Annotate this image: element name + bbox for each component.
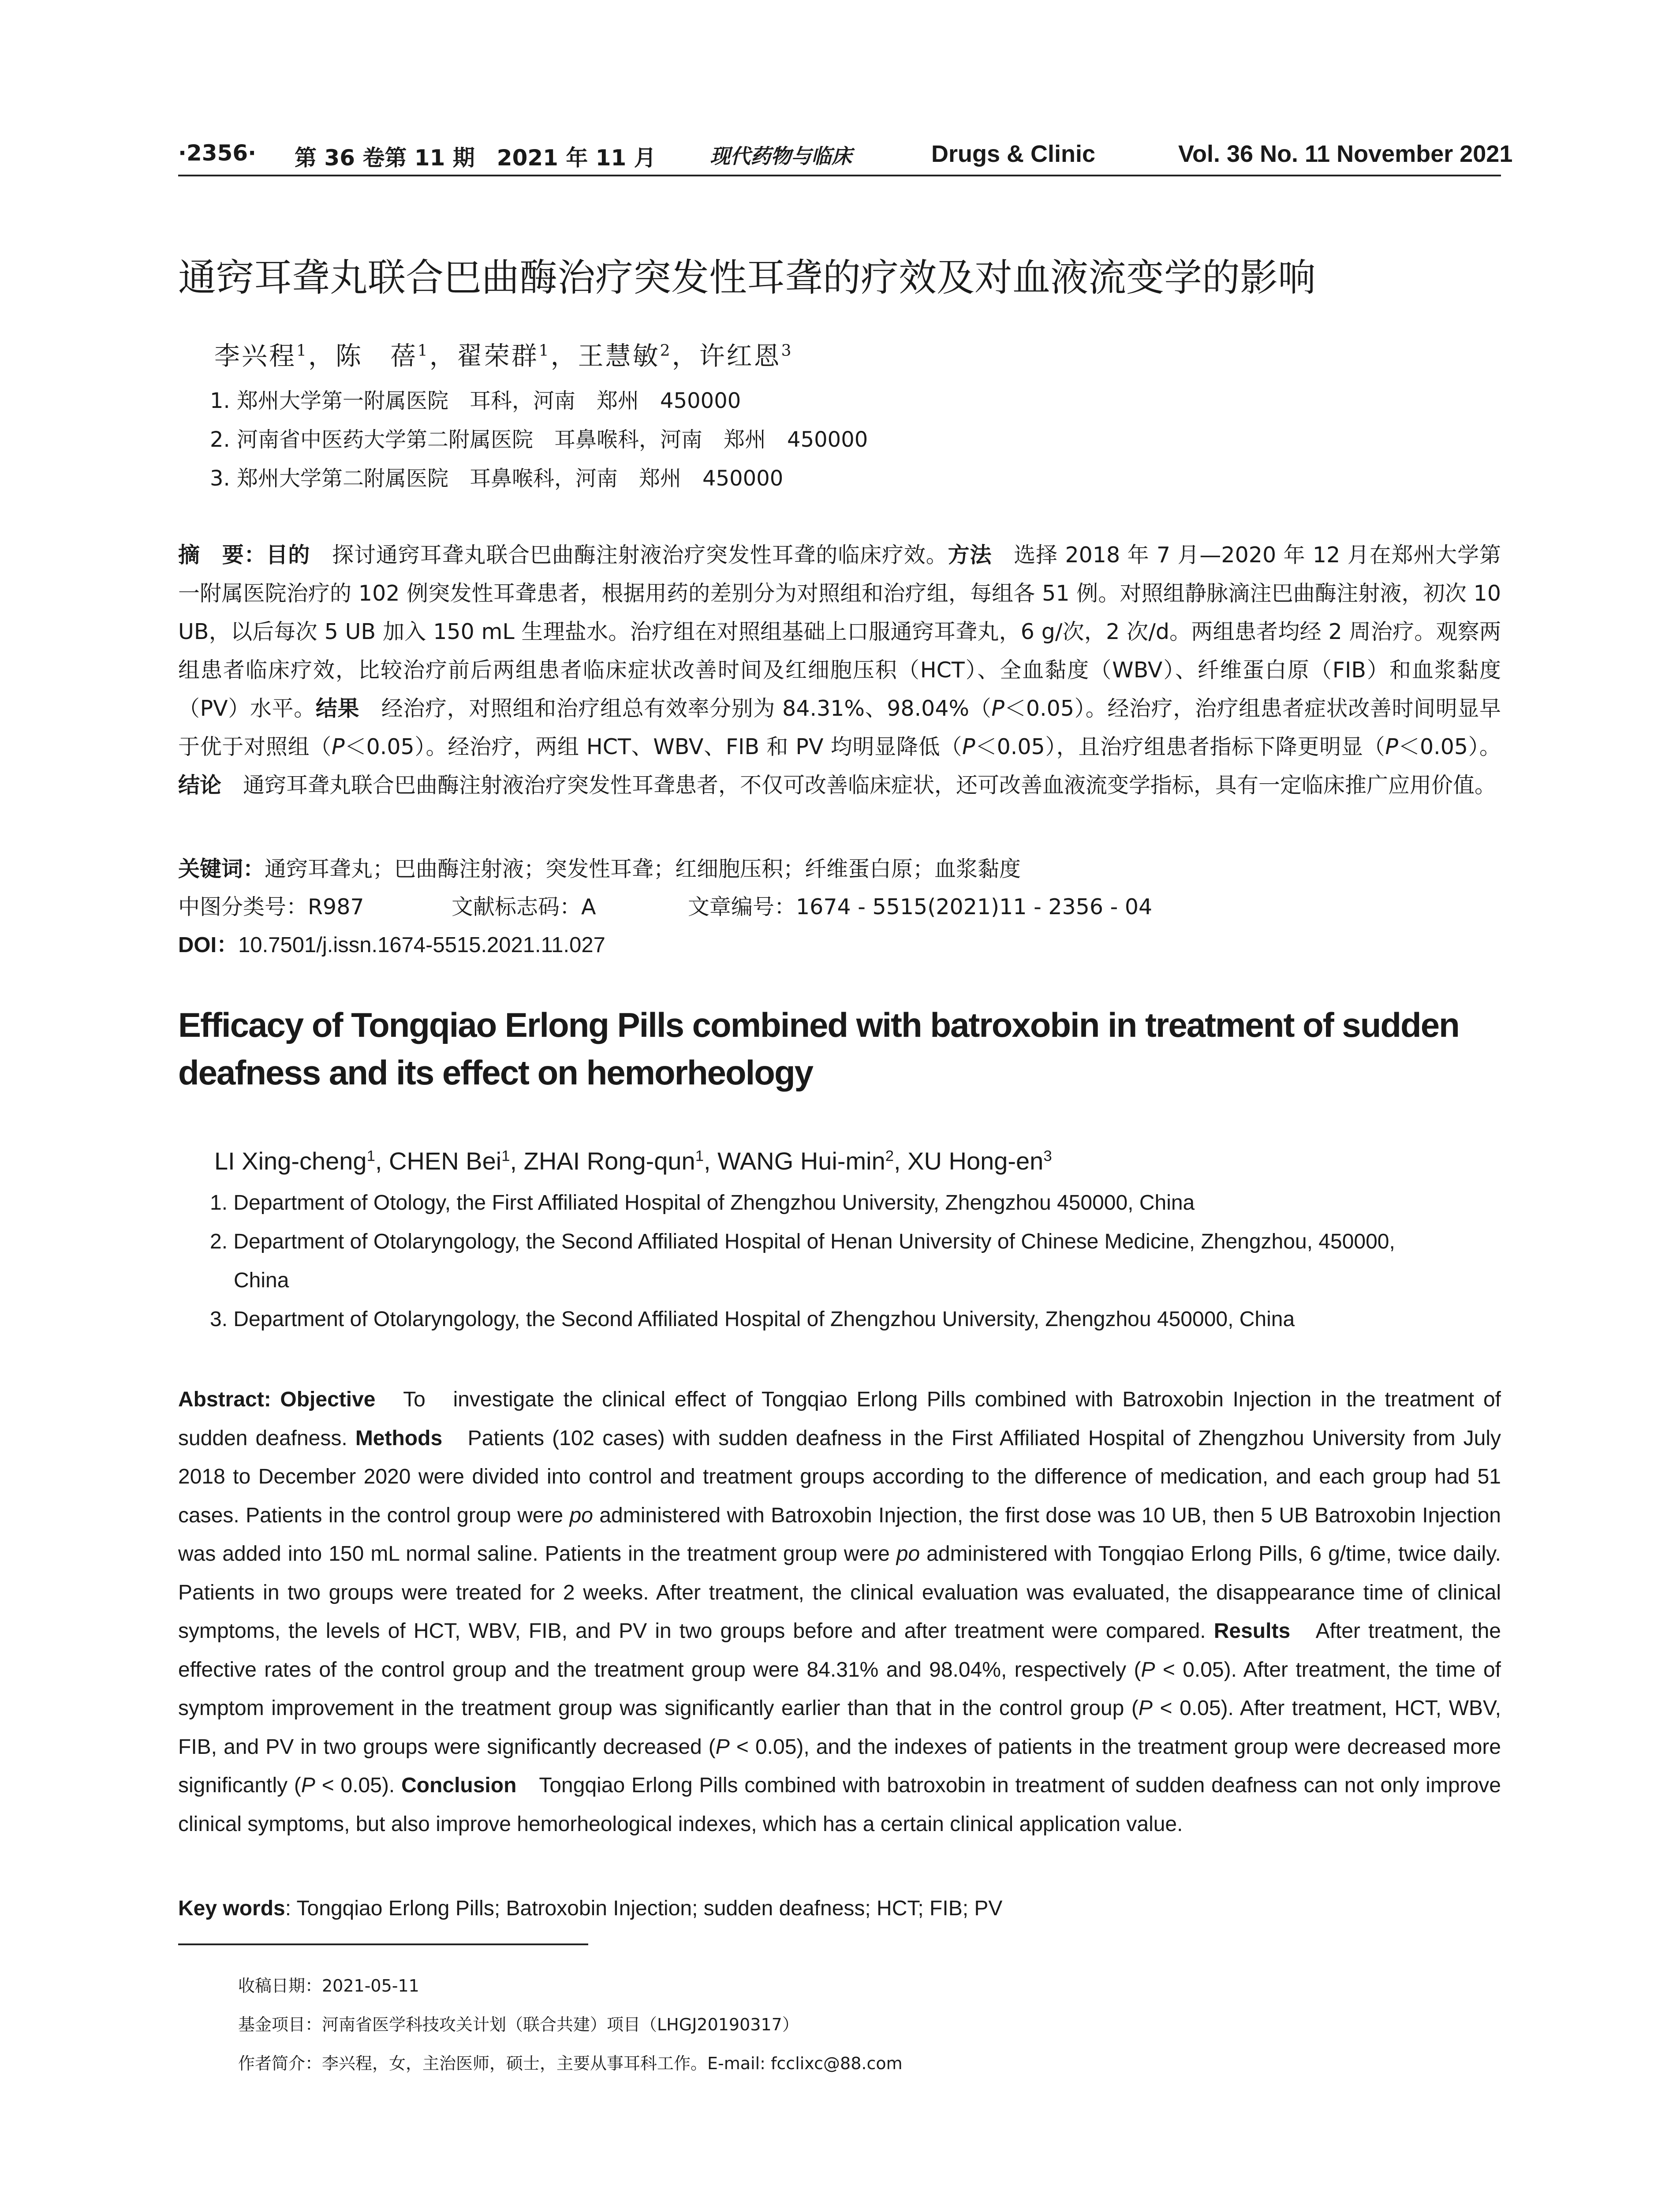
- abstract-label-cn: 摘 要：: [178, 542, 266, 568]
- p-symbol: P: [991, 696, 1004, 721]
- affiliation-cn: 3. 郑州大学第二附属医院 耳鼻喉科，河南 郑州 450000: [210, 466, 784, 491]
- footnote-funding: 基金项目：河南省医学科技攻关计划（联合共建）项目（LHGJ20190317）: [238, 2015, 799, 2034]
- affiliation-en: 1. Department of Otology, the First Affiliated Hospital of Zhengzhou University, Zhengzhou 450000, China: [210, 1191, 1195, 1215]
- results-text-en: < 0.05). After treatment, the time of symptom improvement in the treatment group was significantly earlier than that in the control group (: [178, 1658, 1501, 1720]
- p-symbol: P: [715, 1735, 730, 1759]
- p-symbol: P: [332, 734, 345, 759]
- results-text-en: < 0.05).: [315, 1774, 395, 1797]
- journal-name-cn: 现代药物与临床: [710, 144, 852, 168]
- methods-text-en: administered with Batroxobin Injection, the first dose was 10 UB, then 5 UB Batroxobin Injection was added into 150 mL normal saline. Patients in the treatment group were: [178, 1503, 1501, 1566]
- affiliation-en: China: [234, 1269, 289, 1292]
- author-name: , XU Hong-en: [894, 1147, 1044, 1175]
- objective-text-en: To investigate the clinical effect of Tongqiao Erlong Pills combined with Batroxobin Injection in the treatment of sudden deafness.: [178, 1388, 1501, 1450]
- keywords-en: [178, 1889, 1002, 1928]
- clc-number: 中图分类号：R987: [178, 894, 364, 919]
- footnote-author-bio: 作者简介：李兴程，女，主治医师，硕士，主要从事耳科工作。E-mail: fcclixc@88.com: [238, 2054, 903, 2073]
- footnote-received: 收稿日期：2021-05-11: [238, 1976, 419, 1996]
- po-abbrev: po: [569, 1503, 593, 1527]
- author-sup: 1: [538, 341, 551, 360]
- objective-label-en: Objective: [280, 1388, 376, 1411]
- p-symbol: P: [1385, 734, 1398, 759]
- p-symbol: P: [1138, 1697, 1153, 1720]
- conclusion-label-en: Conclusion: [401, 1774, 517, 1797]
- affiliation-cn: 1. 郑州大学第一附属医院 耳科，河南 郑州 450000: [210, 389, 741, 413]
- authors-en: [214, 1147, 1052, 1175]
- keywords-label-en: Key words: [178, 1897, 285, 1920]
- keywords-text-en: : Tongqiao Erlong Pills; Batroxobin Injection; sudden deafness; HCT; FIB; PV: [285, 1897, 1003, 1920]
- author-name: , ZHAI Rong-qun: [510, 1147, 695, 1175]
- affiliation-en: 2. Department of Otolaryngology, the Second Affiliated Hospital of Henan University of Chinese Medicine, Zhengzhou, 450000,: [210, 1230, 1395, 1253]
- doi-value[interactable]: 10.7501/j.issn.1674-5515.2021.11.027: [238, 933, 605, 957]
- abstract-en: [178, 1380, 1501, 1843]
- po-abbrev: po: [896, 1542, 920, 1566]
- issue-info-cn: 第 36 卷第 11 期 2021 年 11 月: [295, 145, 656, 171]
- author-sup: 1: [501, 1147, 510, 1165]
- author-name: , CHEN Bei: [375, 1147, 502, 1175]
- p-symbol: P: [1141, 1658, 1155, 1682]
- results-text-en: After treatment, the effective rates of the control group and the treatment group were 84.31% and 98.04%, respectively (: [178, 1619, 1501, 1682]
- keywords-label-cn: 关键词：: [178, 856, 265, 882]
- doi-label: DOI：: [178, 933, 239, 957]
- authors-cn: [214, 335, 793, 372]
- methods-text-en: administered with Tongqiao Erlong Pills, 6 g/time, twice daily. Patients in two groups were treated for 2 weeks. After treatment, the clinical evaluation was evaluated, the disappearance time of clinical symptoms, the levels of HCT, WBV, FIB, and PV in two groups before and after treatment were compared.: [178, 1542, 1501, 1643]
- methods-text-en: Patients (102 cases) with sudden deafness in the First Affiliated Hospital of Zhengzhou University from July 2018 to December 2020 were divided into control and treatment groups according to the difference of medication, and each group had 51 cases. Patients in the control group were: [178, 1426, 1501, 1527]
- doi: [178, 928, 605, 959]
- methods-label-cn: 方法: [948, 542, 992, 568]
- author-sup: 3: [1043, 1147, 1052, 1165]
- p-symbol: P: [962, 734, 975, 759]
- results-label-en: Results: [1213, 1619, 1291, 1643]
- results-text-cn: 经治疗，对照组和治疗组总有效率分别为 84.31%、98.04%（: [359, 696, 992, 721]
- title-cn: 通窍耳聋丸联合巴曲酶治疗突发性耳聋的疗效及对血液流变学的影响: [178, 256, 1316, 300]
- p-symbol: P: [301, 1774, 315, 1797]
- author-name: ，翟荣群: [429, 341, 539, 371]
- author-sup: 2: [885, 1147, 894, 1165]
- results-text-cn: ＜0.05）。经治疗，治疗组患者症状改善时间明显早于优于对照组（: [178, 696, 1501, 759]
- author-sup: 1: [296, 341, 308, 360]
- methods-label-en: Methods: [355, 1426, 443, 1450]
- author-name: ，王慧敏: [550, 341, 660, 371]
- author-sup: 2: [660, 341, 672, 360]
- affiliation-en: 3. Department of Otolaryngology, the Second Affiliated Hospital of Zhengzhou University, Zhengzhou 450000, China: [210, 1308, 1295, 1331]
- document-code: 文献标志码：A: [452, 894, 596, 919]
- results-label-cn: 结果: [315, 696, 360, 721]
- objective-text-cn: 探讨通窍耳聋丸联合巴曲酶注射液治疗突发性耳聋的临床疗效。: [310, 542, 948, 568]
- conclusion-label-cn: 结论: [178, 773, 222, 798]
- author-name: 李兴程: [214, 341, 297, 371]
- author-name: , WANG Hui-min: [704, 1147, 885, 1175]
- conclusion-text-cn: 通窍耳聋丸联合巴曲酶注射液治疗突发性耳聋患者，不仅可改善临床症状，还可改善血液流变学指标，具有一定临床推广应用价值。: [221, 773, 1497, 798]
- issue-info-en: Vol. 36 No. 11 November 2021: [1178, 141, 1513, 167]
- results-text-cn: ＜0.05），且治疗组患者指标下降更明显（: [975, 734, 1385, 759]
- header-rule: [178, 175, 1501, 176]
- author-name: ，许红恩: [672, 341, 781, 371]
- article-number: 文章编号：1674 - 5515(2021)11 - 2356 - 04: [688, 894, 1153, 919]
- keywords-cn: [178, 852, 1021, 883]
- conclusion-text-en: Tongqiao Erlong Pills combined with batroxobin in treatment of sudden deafness can not only improve clinical symptoms, but also improve hemorheological indexes, which has a certain clinical application value.: [178, 1774, 1501, 1836]
- title-en: Efficacy of Tongqiao Erlong Pills combined with batroxobin in treatment of sudden deafness and its effect on hemorheology: [178, 1005, 1459, 1092]
- results-text-en: < 0.05), and the indexes of patients in the treatment group were decreased more significantly (: [178, 1735, 1501, 1797]
- results-text-cn: ＜0.05）。经治疗，两组 HCT、WBV、FIB 和 PV 均明显降低（: [344, 734, 963, 759]
- abstract-cn: [178, 536, 1501, 804]
- affiliation-cn: 2. 河南省中医药大学第二附属医院 耳鼻喉科，河南 郑州 450000: [210, 427, 868, 452]
- journal-name-en: Drugs & Clinic: [931, 141, 1096, 167]
- keywords-text-cn: 通窍耳聋丸；巴曲酶注射液；突发性耳聋；红细胞压积；纤维蛋白原；血浆黏度: [265, 856, 1021, 882]
- author-name: ，陈 蓓: [308, 341, 418, 371]
- methods-text-cn: 选择 2018 年 7 月—2020 年 12 月在郑州大学第一附属医院治疗的 102 例突发性耳聋患者，根据用药的差别分为对照组和治疗组，每组各 51 例。对照组静脉滴注巴曲酶注射液，初次 10 UB，以后每次 5 UB 加入 150 mL 生理盐水。治疗组在对照组基础上口服通窍耳聋丸，6 g/次，2 次/d。两组患者均经 2 周治疗。观察两组患者临床疗效，比较治疗前后两组患者临床症状改善时间及红细胞压积（HCT）、全血黏度（WBV）、纤维蛋白原（FIB）和血浆黏度（PV）水平。: [178, 542, 1501, 721]
- objective-label-cn: 目的: [266, 542, 310, 568]
- page-number: ·2356·: [178, 140, 257, 166]
- footnote-rule: [178, 1943, 588, 1945]
- results-text-en: < 0.05). After treatment, HCT, WBV, FIB, and PV in two groups were significantly decreased (: [178, 1697, 1501, 1759]
- author-name: LI Xing-cheng: [214, 1147, 367, 1175]
- author-sup: 3: [781, 341, 793, 360]
- author-sup: 1: [366, 1147, 375, 1165]
- results-text-cn: ＜0.05）。: [1398, 734, 1501, 759]
- abstract-label-en: Abstract:: [178, 1388, 271, 1411]
- author-sup: 1: [695, 1147, 704, 1165]
- author-sup: 1: [417, 341, 429, 360]
